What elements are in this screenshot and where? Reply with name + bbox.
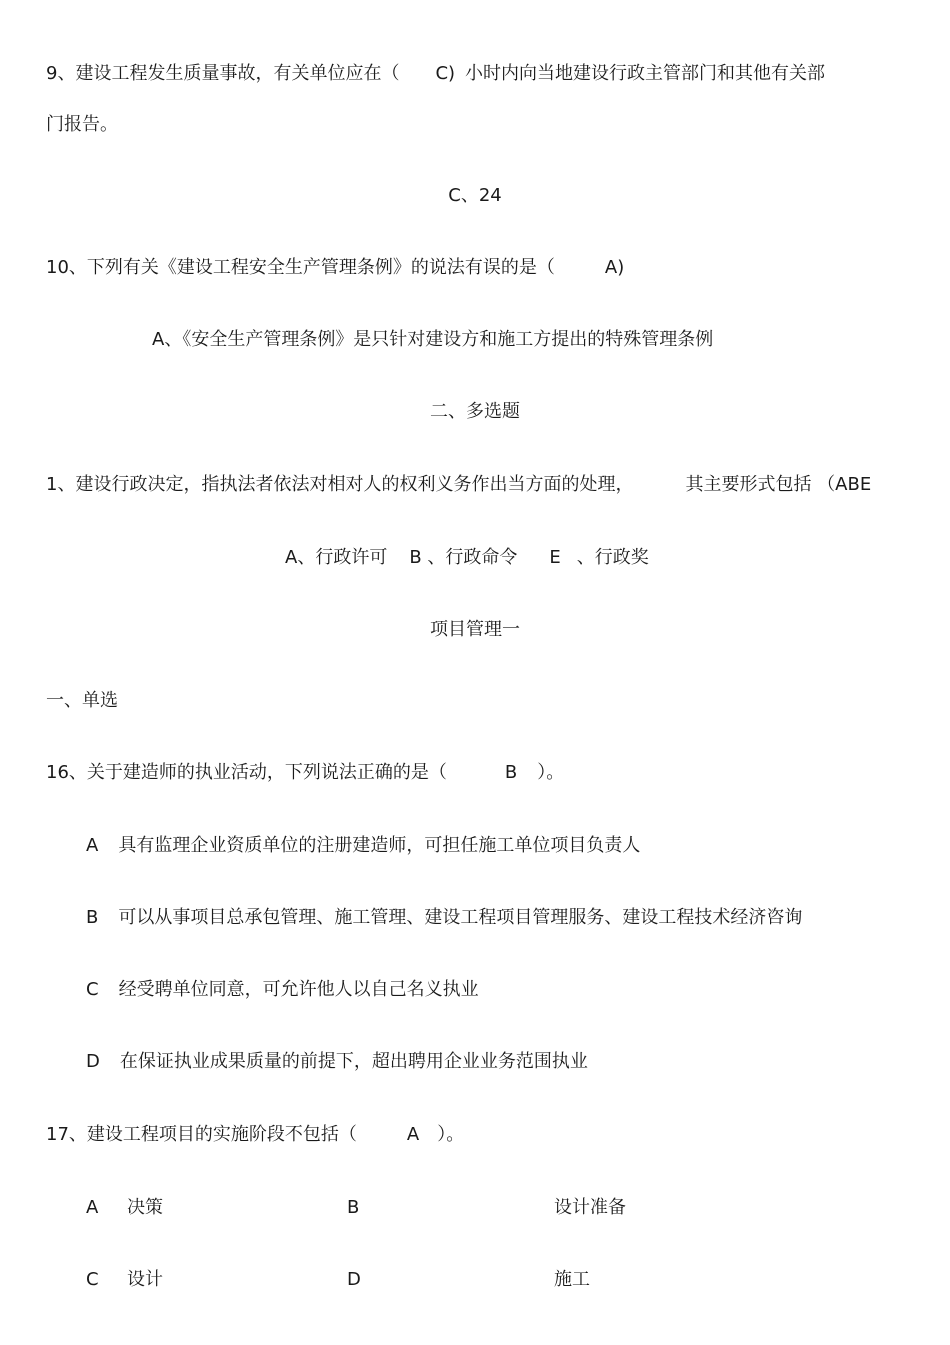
q17-close: ）。: [437, 1124, 465, 1145]
q17-option-d-letter: D: [347, 1269, 361, 1290]
q16-option-a: [86, 834, 640, 858]
q16-option-a-letter: A: [86, 835, 99, 856]
m1-text2: 其主要形式包括 （ABE: [685, 474, 872, 495]
q16-option-d-letter: D: [86, 1051, 100, 1072]
q9-option-c: C、24: [448, 185, 502, 206]
q17-option-a-text: 决策: [127, 1197, 163, 1218]
m1-text: 1、建设行政决定，指执法者依法对相对人的权利义务作出当方面的处理，: [46, 474, 634, 495]
q16-option-a-text: 具有监理企业资质单位的注册建造师，可担任施工单位项目负责人: [118, 835, 641, 856]
q16-option-c-text: 经受聘单位同意，可允许他人以自己名义执业: [118, 979, 479, 1000]
q9-answer: C): [435, 63, 456, 84]
q16-option-b: [86, 906, 802, 930]
q10-stem: [46, 256, 624, 280]
q17-text: 17、建设工程项目的实施阶段不包括（: [46, 1124, 357, 1145]
q17-option-d-text: 施工: [554, 1269, 590, 1290]
q9-text-before: 9、建设工程发生质量事故，有关单位应在（: [46, 63, 400, 84]
m1-option-e-text: 、行政奖: [576, 547, 649, 568]
q9-stem: [46, 62, 825, 86]
q17-option-b-letter: B: [347, 1197, 360, 1218]
q16-option-c-letter: C: [86, 979, 99, 1000]
q17-option-c-text: 设计: [127, 1269, 163, 1290]
m1-option-b: B 、行政命令: [409, 547, 518, 568]
section-pm-title: 项目管理一: [430, 619, 520, 640]
section-multi-title: 二、多选题: [430, 401, 520, 422]
q10-text: 10、下列有关《建设工程安全生产管理条例》的说法有误的是（: [46, 257, 555, 278]
q16-close: ）。: [537, 762, 565, 783]
section-single-title: 一、单选: [46, 690, 118, 711]
q9-text-after: 小时内向当地建设行政主管部门和其他有关部: [465, 63, 826, 84]
q10-answer: A): [604, 257, 625, 278]
q17-option-b-text: 设计准备: [554, 1197, 626, 1218]
q16-option-b-letter: B: [86, 907, 99, 928]
q16-answer: B: [504, 762, 518, 783]
q17-option-c-letter: C: [86, 1269, 99, 1290]
q16-option-c: [86, 978, 479, 1002]
q16-text: 16、关于建造师的执业活动，下列说法正确的是（: [46, 762, 447, 783]
q17-option-a-letter: A: [86, 1197, 99, 1218]
q9-continuation: 门报告。: [46, 114, 118, 135]
m1-option-e-letter: E: [549, 547, 561, 568]
q17-stem: [46, 1123, 464, 1147]
m1-options: [285, 546, 649, 570]
q16-stem: [46, 761, 564, 785]
q16-option-d: [86, 1050, 588, 1074]
q10-option-a: A、《安全生产管理条例》是只针对建设方和施工方提出的特殊管理条例: [152, 329, 714, 350]
q16-option-b-text: 可以从事项目总承包管理、施工管理、建设工程项目管理服务、建设工程技术经济咨询: [118, 907, 803, 928]
q17-answer: A: [406, 1124, 420, 1145]
m1-stem: [46, 473, 871, 497]
m1-option-a: A、行政许可: [285, 547, 388, 568]
q16-option-d-text: 在保证执业成果质量的前提下，超出聘用企业业务范围执业: [119, 1051, 588, 1072]
